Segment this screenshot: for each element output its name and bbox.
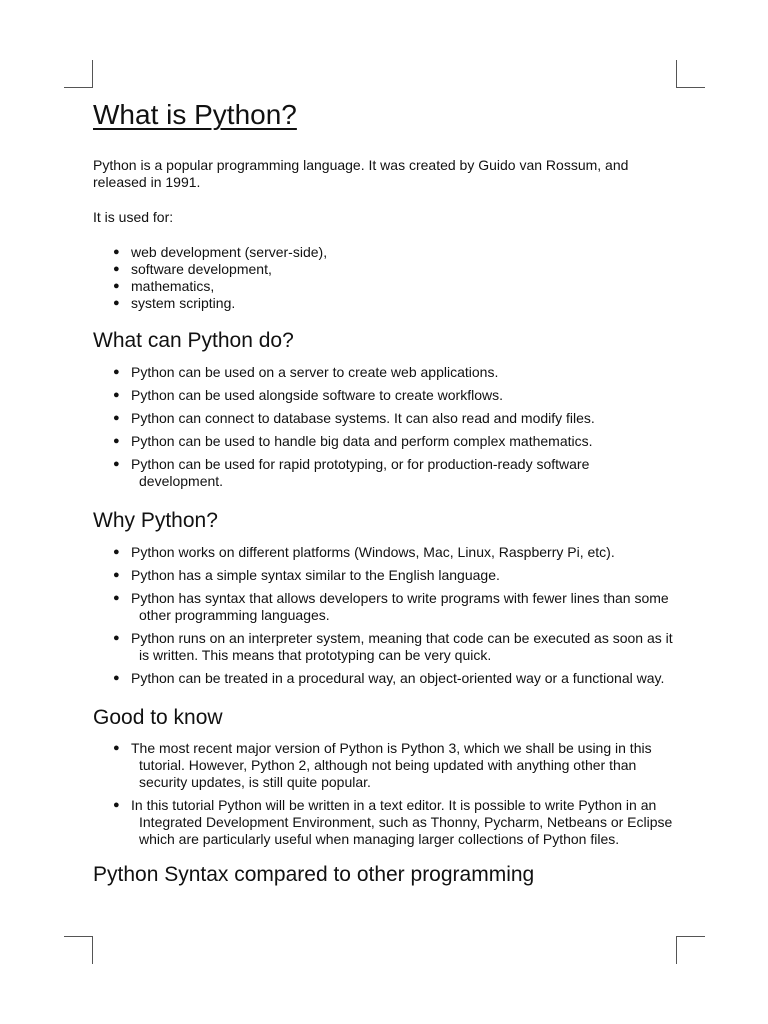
list-item: [93, 567, 673, 584]
bullet-icon: ●: [113, 592, 120, 604]
crop-mark-bottom-left-vertical: [92, 936, 93, 964]
list-item-text: Python can be used on a server to create web applications.: [131, 364, 499, 380]
crop-mark-top-right-vertical: [676, 60, 677, 88]
used-for-list: [93, 244, 673, 312]
list-item: [93, 590, 673, 624]
bullet-icon: ●: [113, 435, 120, 447]
list-item-text: Python can be used for rapid prototyping, or for production-ready software development.: [131, 456, 590, 489]
list-item-text: Python can connect to database systems. It can also read and modify files.: [131, 410, 595, 426]
list-item: [93, 456, 673, 490]
list-item: [93, 630, 673, 664]
list-item-text: system scripting.: [131, 295, 236, 311]
list-item-text: Python can be used alongside software to create workflows.: [131, 387, 503, 403]
what-can-list: [93, 364, 673, 490]
bullet-icon: ●: [113, 263, 120, 275]
list-item: [93, 295, 673, 312]
list-item: [93, 244, 673, 261]
bullet-icon: ●: [113, 742, 120, 754]
list-item: [93, 261, 673, 278]
list-item: [93, 433, 673, 450]
good-to-know-list: [93, 740, 673, 848]
crop-mark-top-right-horizontal: [676, 87, 705, 88]
section-heading-syntax: Python Syntax compared to other programming: [93, 863, 535, 886]
bullet-icon: ●: [113, 246, 120, 258]
bullet-icon: ●: [113, 297, 120, 309]
bullet-icon: ●: [113, 389, 120, 401]
crop-mark-bottom-right-horizontal: [676, 936, 705, 937]
bullet-icon: ●: [113, 366, 120, 378]
list-item-text: Python can be treated in a procedural way, an object-oriented way or a functional way.: [131, 670, 665, 686]
bullet-icon: ●: [113, 458, 120, 470]
list-item-text: Python has a simple syntax similar to the English language.: [131, 567, 500, 583]
list-item-text: In this tutorial Python will be written in a text editor. It is possible to write Python in an Integrated Development Environment, such as Thonny, Pycharm, Netbeans or Eclipse which are particularly useful when managing larger collections of Python files.: [131, 797, 673, 847]
intro-paragraph: Python is a popular programming language. It was created by Guido van Rossum, and released in 1991.: [93, 157, 629, 190]
bullet-icon: ●: [113, 799, 120, 811]
list-item-text: web development (server-side),: [131, 244, 328, 260]
list-item: [93, 797, 673, 848]
why-list: [93, 544, 673, 687]
used-for-label: It is used for:: [93, 209, 174, 225]
bullet-icon: ●: [113, 412, 120, 424]
list-item-text: The most recent major version of Python is Python 3, which we shall be using in this tutorial. However, Python 2, although not being updated with anything other than security updates, is still quite popular.: [131, 740, 652, 790]
list-item-text: Python works on different platforms (Windows, Mac, Linux, Raspberry Pi, etc).: [131, 544, 615, 560]
list-item-text: Python has syntax that allows developers to write programs with fewer lines than some other programming languages.: [131, 590, 669, 623]
section-heading-why: Why Python?: [93, 509, 218, 532]
list-item-text: Python runs on an interpreter system, meaning that code can be executed as soon as it is written. This means that prototyping can be very quick.: [131, 630, 673, 663]
list-item: [93, 410, 673, 427]
list-item-text: software development,: [131, 261, 272, 277]
list-item: [93, 670, 673, 687]
bullet-icon: ●: [113, 569, 120, 581]
bullet-icon: ●: [113, 546, 120, 558]
page-title: What is Python?: [93, 99, 297, 130]
crop-mark-bottom-right-vertical: [676, 936, 677, 964]
bullet-icon: ●: [113, 280, 120, 292]
bullet-icon: ●: [113, 672, 120, 684]
list-item-text: Python can be used to handle big data and perform complex mathematics.: [131, 433, 593, 449]
list-item: [93, 544, 673, 561]
list-item: [93, 387, 673, 404]
list-item: [93, 364, 673, 381]
section-heading-good-to-know: Good to know: [93, 706, 223, 729]
list-item-text: mathematics,: [131, 278, 215, 294]
crop-mark-top-left-horizontal: [64, 87, 93, 88]
bullet-icon: ●: [113, 632, 120, 644]
crop-mark-bottom-left-horizontal: [64, 936, 93, 937]
document-body: [93, 97, 673, 888]
section-heading-what-can: What can Python do?: [93, 329, 294, 352]
crop-mark-top-left-vertical: [92, 60, 93, 88]
list-item: [93, 278, 673, 295]
list-item: [93, 740, 673, 791]
